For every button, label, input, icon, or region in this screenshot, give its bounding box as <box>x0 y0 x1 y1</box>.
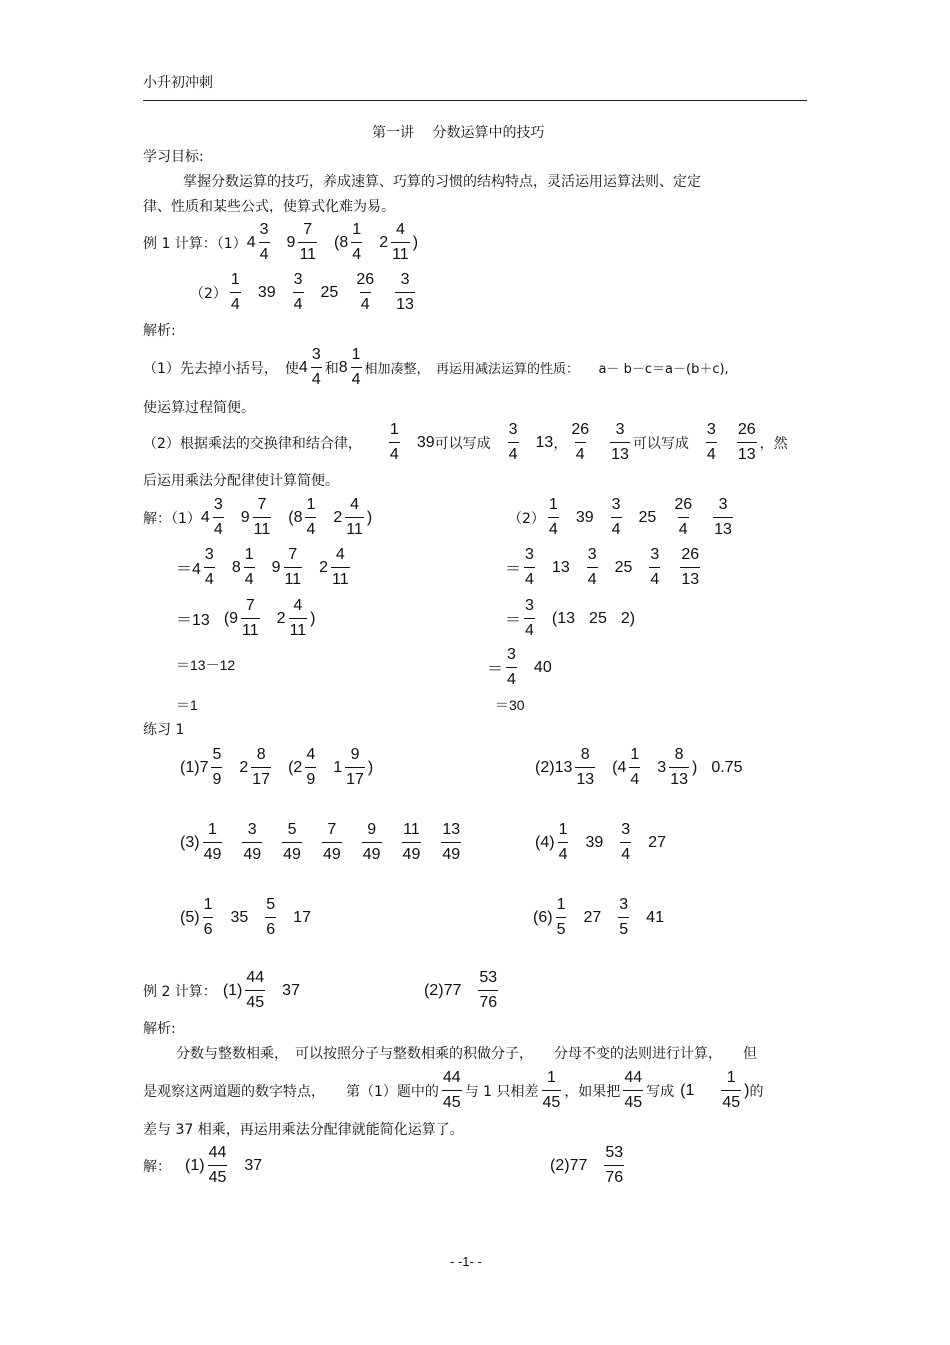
ex2-analysis-label: 解析: <box>143 1021 176 1037</box>
lecture-title: 第一讲 分数运算中的技巧 <box>372 125 545 141</box>
text: （2） <box>508 510 545 527</box>
header-rule <box>143 100 807 101</box>
paren-open: (8 <box>288 508 303 526</box>
ex1-analysis-1-end: 使运算过程简便。 <box>143 400 255 416</box>
whole: 4 <box>246 233 256 251</box>
fraction: $\frac{3}{4}$ <box>650 546 660 588</box>
item-label: (1) <box>222 981 243 999</box>
paren-close: ) <box>744 1081 750 1099</box>
number: 39 <box>416 433 435 451</box>
fraction: $\frac{7}{11}$ <box>299 221 317 263</box>
ex2-label: 例 2 计算： <box>143 983 217 1000</box>
paren-open: (1 <box>680 1081 695 1099</box>
fraction: $\frac{7}{49}$ <box>322 821 341 863</box>
fraction: $\frac{8}{17}$ <box>252 746 271 788</box>
paren-open: (8 <box>334 233 349 251</box>
number: 25 <box>638 508 657 526</box>
number: 39 <box>585 833 604 851</box>
fraction: $\frac{3}{13}$ <box>714 496 732 538</box>
sol1-line1 <box>143 495 372 540</box>
number: 37 <box>282 981 300 999</box>
text: （1）先去掉小括号， 使 <box>143 360 299 377</box>
fraction: $\frac{4}{11}$ <box>392 221 409 263</box>
whole: 2 <box>333 508 343 526</box>
text: （2）根据乘法的交换律和结合律， <box>143 435 362 452</box>
equals: ＝13 <box>176 612 210 629</box>
practice-3 <box>180 820 464 865</box>
item-label: (2) <box>424 981 444 999</box>
fraction: $\frac{4}{11}$ <box>332 546 349 588</box>
sol2-line5: ＝30 <box>495 697 525 713</box>
practice-6 <box>533 895 664 940</box>
ex2-solution2 <box>550 1143 627 1188</box>
practice-4 <box>535 820 666 865</box>
whole: 8 <box>338 358 348 376</box>
ex2-problem1 <box>143 968 300 1013</box>
number: 0.75 <box>711 758 743 776</box>
ex2-problem2 <box>424 968 501 1013</box>
text: 相加凑整， 再运用减法运算的性质： a－ b－c＝a－(b＋c), <box>364 362 729 377</box>
number: 77 <box>443 981 462 999</box>
ex1-p2-label: （2） <box>190 285 227 302</box>
practice-5 <box>180 895 311 940</box>
sol2-line3 <box>505 596 635 641</box>
practice-2 <box>535 745 742 790</box>
fraction: $\frac{4}{11}$ <box>346 496 363 538</box>
number: 39 <box>257 283 276 301</box>
fraction: $\frac{8}{13}$ <box>670 746 688 788</box>
sol1-line4: ＝13－12 <box>176 657 236 673</box>
fraction: $\frac{11}{49}$ <box>402 821 421 863</box>
text: 是观察这两道题的数字特点， 第（1）题中的 <box>143 1083 439 1100</box>
whole: 1 <box>333 758 343 776</box>
equals: ＝ <box>505 612 522 629</box>
paren-open: (9 <box>223 609 239 627</box>
ex2-analysis-line3: 差与 37 相乘，再运用乘法分配律就能简化运算了。 <box>143 1122 464 1138</box>
ex1-analysis-label: 解析: <box>143 323 176 339</box>
goals-line1: 掌握分数运算的技巧，养成速算、巧算的习惯的结构特点，灵活运用运算法则、定定 <box>183 174 701 190</box>
fraction: $\frac{3}{4}$ <box>611 496 621 538</box>
fraction: $\frac{3}{4}$ <box>213 496 223 538</box>
fraction: $\frac{5}{6}$ <box>266 896 276 938</box>
fraction: $\frac{1}{45}$ <box>722 1069 741 1111</box>
fraction: $\frac{3}{4}$ <box>525 546 534 588</box>
fraction: $\frac{3}{4}$ <box>507 646 516 688</box>
number: 25 <box>614 558 633 576</box>
ex1-analysis-1 <box>143 345 729 390</box>
whole: 8 <box>231 558 241 576</box>
number: 39 <box>575 508 594 526</box>
whole: 9 <box>271 558 281 576</box>
fraction: $\frac{53}{76}$ <box>605 1144 624 1186</box>
goals-line2: 律、性质和某些公式，使算式化难为易。 <box>143 199 395 215</box>
fraction: $\frac{44}{45}$ <box>624 1069 643 1111</box>
fraction: $\frac{26}{4}$ <box>674 496 693 538</box>
text: 可以写成 <box>434 435 491 452</box>
item-label: (4) <box>535 833 555 851</box>
item-label: (1) <box>180 758 200 776</box>
ex1-analysis-2-end: 后运用乘法分配律使计算简便。 <box>143 473 339 489</box>
fraction: $\frac{3}{13}$ <box>396 271 414 313</box>
text: ， <box>553 435 568 452</box>
ex2-solution1 <box>143 1143 262 1188</box>
practice-label: 练习 1 <box>143 722 185 738</box>
text: 解： <box>143 1158 171 1175</box>
fraction: $\frac{1}{5}$ <box>556 896 566 938</box>
fraction: $\frac{1}{49}$ <box>203 821 222 863</box>
whole: 3 <box>657 758 667 776</box>
number: 13 <box>551 558 570 576</box>
whole: 9 <box>286 233 296 251</box>
fraction: $\frac{5}{9}$ <box>212 746 222 788</box>
number: 35 <box>230 908 249 926</box>
fraction: $\frac{26}{13}$ <box>737 421 756 463</box>
fraction: $\frac{13}{49}$ <box>442 821 461 863</box>
sol2-line1 <box>508 495 736 540</box>
text: 解：（1） <box>143 510 201 527</box>
fraction: $\frac{4}{11}$ <box>289 597 307 639</box>
fraction: $\frac{3}{4}$ <box>508 421 518 463</box>
text: 写成 <box>646 1083 675 1100</box>
fraction: $\frac{1}{4}$ <box>630 746 640 788</box>
paren-close: 2) <box>620 609 636 627</box>
fraction: $\frac{3}{4}$ <box>621 821 631 863</box>
fraction: $\frac{3}{4}$ <box>706 421 716 463</box>
fraction: $\frac{44}{45}$ <box>442 1069 461 1111</box>
fraction: $\frac{3}{4}$ <box>204 546 214 588</box>
fraction: $\frac{3}{4}$ <box>259 221 269 263</box>
sol2-line4 <box>487 645 552 690</box>
text: ，如果把 <box>564 1083 621 1100</box>
paren-close: ) <box>367 758 374 776</box>
fraction: $\frac{3}{5}$ <box>619 896 629 938</box>
fraction: $\frac{8}{13}$ <box>576 746 595 788</box>
fraction: $\frac{1}{4}$ <box>306 496 316 538</box>
text: 可以写成 <box>632 435 689 452</box>
number: 25 <box>320 283 339 301</box>
number: 37 <box>244 1156 263 1174</box>
fraction: $\frac{3}{13}$ <box>611 421 629 463</box>
number: 17 <box>293 908 311 926</box>
number: 77 <box>569 1156 588 1174</box>
paren-open: (4 <box>612 758 627 776</box>
fraction: $\frac{26}{4}$ <box>356 271 375 313</box>
paren-open: (13 <box>551 609 576 627</box>
equals: ＝ <box>487 661 504 678</box>
fraction: $\frac{9}{17}$ <box>346 746 364 788</box>
fraction: $\frac{1}{6}$ <box>203 896 213 938</box>
sol1-line3 <box>176 596 316 641</box>
whole: 7 <box>199 758 209 776</box>
fraction: $\frac{1}{4}$ <box>230 271 240 313</box>
fraction: $\frac{3}{4}$ <box>525 597 534 639</box>
paren-close: ) <box>366 508 373 526</box>
item-label: (5) <box>180 908 200 926</box>
fraction: $\frac{1}{45}$ <box>542 1069 561 1111</box>
equals: ＝4 <box>176 561 201 578</box>
text: 的 <box>749 1083 764 1100</box>
ex2-analysis-line2 <box>143 1068 763 1113</box>
fraction: $\frac{1}{4}$ <box>558 821 568 863</box>
header-title: 小升初冲刺 <box>143 75 213 91</box>
whole: 4 <box>298 358 308 376</box>
fraction: $\frac{1}{4}$ <box>244 546 254 588</box>
text: 与 1 只相差 <box>464 1083 539 1100</box>
number: 40 <box>533 658 552 676</box>
ex1-problem1 <box>143 220 418 265</box>
whole: 2 <box>379 233 389 251</box>
fraction: $\frac{4}{9}$ <box>306 746 316 788</box>
ex1-analysis-2 <box>143 420 788 465</box>
fraction: $\frac{26}{4}$ <box>571 421 590 463</box>
item-label: (6) <box>533 908 553 926</box>
fraction: $\frac{9}{49}$ <box>362 821 381 863</box>
ex1-problem2 <box>190 270 418 315</box>
practice-1 <box>180 745 373 790</box>
fraction: $\frac{1}{4}$ <box>352 221 362 263</box>
goals-label: 学习目标: <box>143 149 204 165</box>
text: 和 <box>324 360 339 377</box>
ex1-label: 例 1 计算：（1） <box>143 235 247 252</box>
paren-close: ) <box>310 609 316 627</box>
whole: 4 <box>200 508 210 526</box>
whole: 9 <box>240 508 250 526</box>
item-label: (3) <box>180 833 200 851</box>
fraction: $\frac{44}{45}$ <box>208 1144 227 1186</box>
number: 27 <box>583 908 602 926</box>
fraction: $\frac{53}{76}$ <box>479 969 498 1011</box>
fraction: $\frac{3}{4}$ <box>587 546 597 588</box>
item-label: (2) <box>550 1156 570 1174</box>
paren-open: (2 <box>288 758 303 776</box>
text: ，然 <box>759 435 788 452</box>
whole: 2 <box>319 558 329 576</box>
ex2-analysis-line1: 分数与整数相乘， 可以按照分子与整数相乘的积做分子， 分母不变的法则进行计算， 但 <box>176 1046 757 1062</box>
fraction: $\frac{7}{11}$ <box>242 597 259 639</box>
whole: 2 <box>276 609 286 627</box>
paren-close: ) <box>412 233 419 251</box>
page-number: - -1- - <box>450 1254 482 1269</box>
fraction: $\frac{3}{4}$ <box>293 271 303 313</box>
fraction: $\frac{1}{4}$ <box>351 346 361 388</box>
sol1-line2 <box>176 545 353 590</box>
fraction: $\frac{7}{11}$ <box>284 546 302 588</box>
item-label: (1) <box>185 1156 205 1174</box>
paren-close: ) <box>692 758 698 776</box>
fraction: $\frac{3}{4}$ <box>311 346 321 388</box>
fraction: $\frac{1}{4}$ <box>548 496 558 538</box>
fraction: $\frac{44}{45}$ <box>246 969 265 1011</box>
equals: ＝ <box>505 561 522 578</box>
fraction: $\frac{7}{11}$ <box>253 496 271 538</box>
fraction: $\frac{5}{49}$ <box>283 821 301 863</box>
sol1-line5: ＝1 <box>176 697 198 713</box>
number: 25 <box>589 609 607 627</box>
fraction: $\frac{3}{49}$ <box>243 821 262 863</box>
number: 27 <box>648 833 666 851</box>
number: 41 <box>646 908 664 926</box>
item-label: (2) <box>535 758 555 776</box>
fraction: $\frac{1}{4}$ <box>389 421 399 463</box>
whole: 2 <box>239 758 249 776</box>
whole: 13 <box>554 758 573 776</box>
fraction: $\frac{26}{13}$ <box>681 546 700 588</box>
sol2-line2 <box>505 545 703 590</box>
number: 13 <box>535 433 554 451</box>
